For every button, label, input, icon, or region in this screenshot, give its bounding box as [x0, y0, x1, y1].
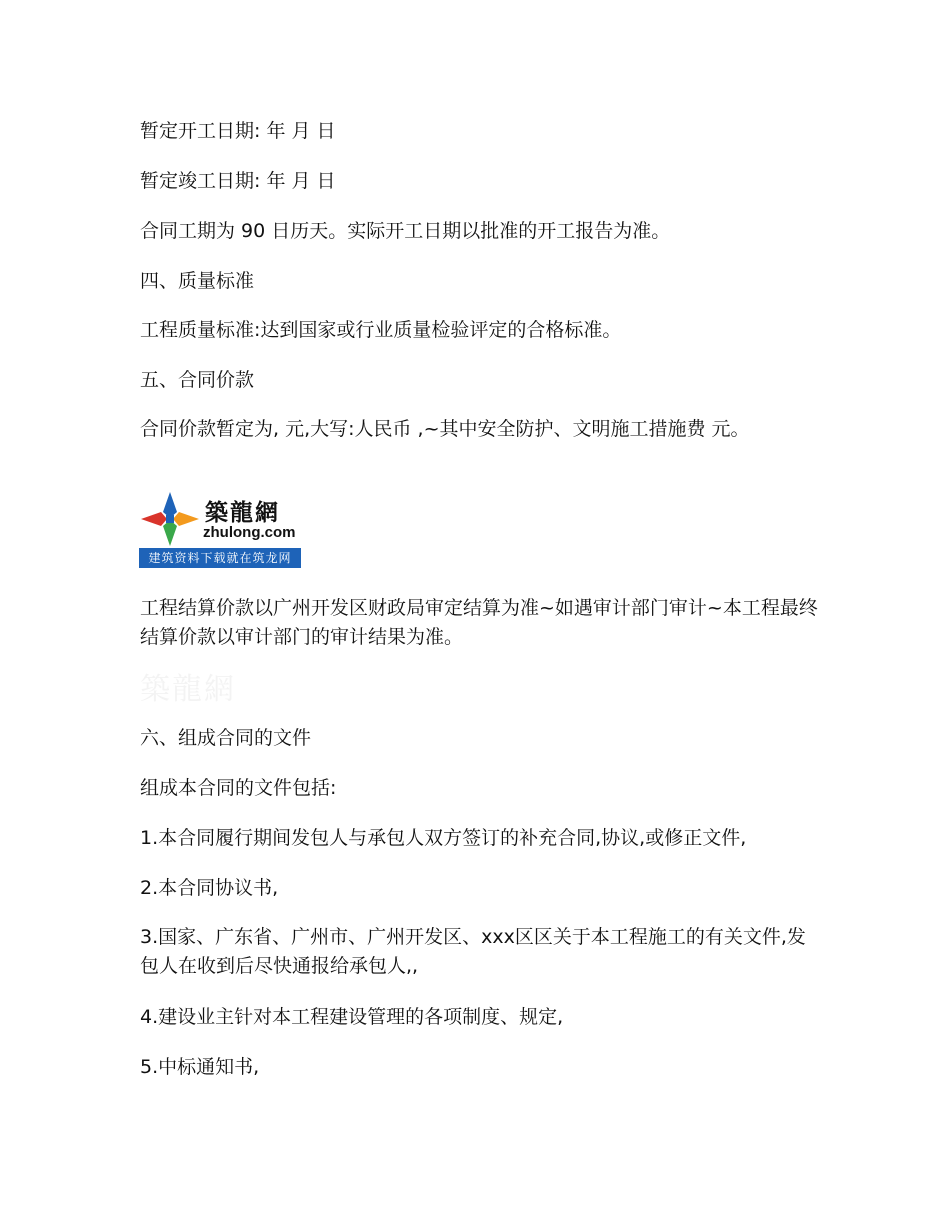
logo-chinese-name: 築龍網 [205, 499, 280, 526]
zhulong-emblem-icon [139, 490, 201, 548]
settlement-paragraph: 工程结算价款以广州开发区财政局审定结算为准~如遇审计部门审计~本工程最终结算价款以审计部门的审计结果为准。 [140, 597, 818, 648]
zhulong-logo [139, 490, 301, 568]
contract-duration-line: 合同工期为 90 日历天。实际开工日期以批准的开工报告为准。 [140, 220, 671, 242]
logo-watermark: 築龍網 [140, 672, 236, 707]
completion-date-line: 暂定竣工日期: 年 月 日 [140, 170, 336, 192]
section-five-heading: 五、合同价款 [140, 369, 255, 391]
list-item: 5.中标通知书, [140, 1056, 260, 1078]
list-item: 3.国家、广东省、广州市、广州开发区、xxx区区关于本工程施工的有关文件,发包人在收到后尽快通报给承包人,, [140, 926, 806, 977]
logo-domain: zhulong.com [203, 524, 296, 541]
start-date-line: 暂定开工日期: 年 月 日 [140, 120, 336, 142]
contract-price-line: 合同价款暂定为, 元,大写:人民币 ,~其中安全防护、文明施工措施费 元。 [140, 418, 750, 440]
section-four-heading: 四、质量标准 [140, 270, 255, 292]
list-item: 4.建设业主针对本工程建设管理的各项制度、规定, [140, 1006, 564, 1028]
list-item: 1.本合同履行期间发包人与承包人双方签订的补充合同,协议,或修正文件, [140, 827, 747, 849]
logo-tagline: 建筑资料下载就在筑龙网 [139, 548, 301, 568]
section-six-heading: 六、组成合同的文件 [140, 727, 312, 749]
list-item: 2.本合同协议书, [140, 877, 279, 899]
docs-intro-line: 组成本合同的文件包括: [140, 777, 337, 799]
quality-standard-line: 工程质量标准:达到国家或行业质量检验评定的合格标准。 [140, 319, 622, 341]
